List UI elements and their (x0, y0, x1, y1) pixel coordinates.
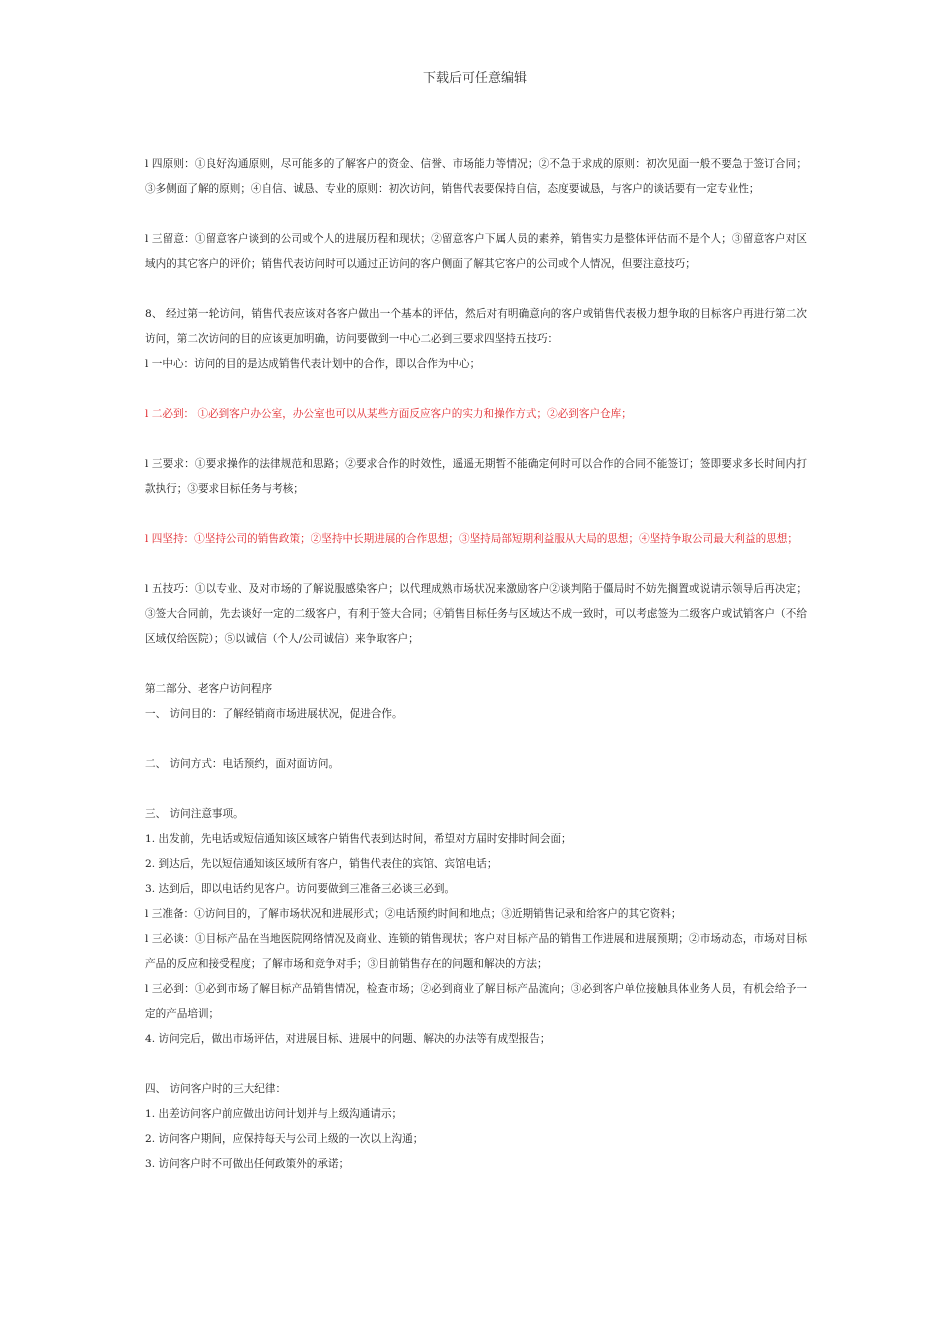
paragraph: l 三准备：①访问目的，了解市场状况和进展形式；②电话预约时间和地点；③近期销售记录和给客户的其它资料； (145, 908, 682, 920)
paragraph-spacer (145, 427, 807, 452)
paragraph-spacer (145, 377, 807, 402)
paragraph: 3. 达到后，即以电话约见客户。访问要做到三准备三必谈三必到。 (145, 883, 456, 895)
page-header: 下载后可任意编辑 (422, 71, 527, 86)
paragraph-spacer (145, 777, 807, 802)
paragraph: 二、 访问方式：电话预约，面对面访问。 (145, 758, 340, 770)
paragraph: l 三必到：①必到市场了解目标产品销售情况，检查市场；②必到商业了解目标产品流向；③必到客户单位接触具体业务人员，有机会给予一定的产品培训； (145, 983, 807, 1020)
paragraph: l 五技巧：①以专业、及对市场的了解说服感染客户；以代理成熟市场状况来激励客户②谈判陷于僵局时不妨先搁置或说请示领导后再决定；③签大合同前，先去谈好一定的二级客户，有利于签大合同；④销售目标任务与区域达不成一致时，可以考虑签为二级客户或试销客户（不给区域仅给医院）；⑤以诚信（个人/公司诚信）来争取客户； (145, 583, 807, 645)
paragraph: l 三必谈：①目标产品在当地医院网络情况及商业、连锁的销售现状；客户对目标产品的销售工作进展和进展预期；②市场动态，市场对目标产品的反应和接受程度；了解市场和竞争对手；③目前销售存在的问题和解决的方法； (145, 933, 807, 970)
paragraph: 3. 访问客户时不可做出任何政策外的承诺； (145, 1158, 350, 1170)
paragraph: 第二部分、老客户访问程序 (145, 683, 273, 695)
paragraph-spacer (145, 652, 807, 677)
paragraph: 2. 到达后，先以短信通知该区域所有客户，销售代表住的宾馆、宾馆电话； (145, 858, 498, 870)
paragraph: 4. 访问完后，做出市场评估，对进展目标、进展中的问题、解决的办法等有成型报告； (145, 1033, 551, 1045)
paragraph: l 二必到： ①必到客户办公室，办公室也可以从某些方面反应客户的实力和操作方式；②必到客户仓库； (145, 408, 632, 420)
paragraph: l 一中心：访问的目的是达成销售代表计划中的合作，即以合作为中心； (145, 358, 481, 370)
paragraph: 1. 出发前，先电话或短信通知该区域客户销售代表到达时间，希望对方届时安排时间会面； (145, 833, 572, 845)
paragraph: l 三要求：①要求操作的法律规范和思路；②要求合作的时效性，遥遥无期暂不能确定何时可以合作的合同不能签订；签即要求多长时间内打款执行；③要求目标任务与考核； (145, 458, 807, 495)
paragraph-spacer (145, 277, 807, 302)
paragraph: 三、 访问注意事项。 (145, 808, 244, 820)
paragraph-spacer (145, 502, 807, 527)
paragraph-spacer (145, 552, 807, 577)
paragraph: 四、 访问客户时的三大纪律： (145, 1083, 287, 1095)
paragraph: l 四坚持：①坚持公司的销售政策；②坚持中长期进展的合作思想；③坚持局部短期利益服从大局的思想；④坚持争取公司最大利益的思想； (145, 533, 798, 545)
paragraph: l 四原则：①良好沟通原则，尽可能多的了解客户的资金、信誉、市场能力等情况；②不急于求成的原则：初次见面一般不要急于签订合同；③多侧面了解的原则；④自信、诚恳、专业的原则：初次访问，销售代表要保持自信，态度要诚恳，与客户的谈话要有一定专业性； (145, 158, 807, 195)
document-body (145, 152, 807, 1177)
paragraph-spacer (145, 727, 807, 752)
paragraph: 8、 经过第一轮访问，销售代表应该对各客户做出一个基本的评估，然后对有明确意向的客户或销售代表极力想争取的目标客户再进行第二次访问，第二次访问的目的应该更加明确，访问要做到一中心二必到三要求四坚持五技巧： (145, 308, 807, 345)
paragraph: 一、 访问目的：了解经销商市场进展状况，促进合作。 (145, 708, 403, 720)
paragraph: l 三留意：①留意客户谈到的公司或个人的进展历程和现状；②留意客户下属人员的素养，销售实力是整体评估而不是个人；③留意客户对区域内的其它客户的评价；销售代表访问时可以通过正访问的客户侧面了解其它客户的公司或个人情况，但要注意技巧； (145, 233, 807, 270)
paragraph-spacer (145, 202, 807, 227)
paragraph-spacer (145, 1052, 807, 1077)
paragraph: 2. 访问客户期间，应保持每天与公司上级的一次以上沟通； (145, 1133, 424, 1145)
paragraph: 1. 出差访问客户前应做出访问计划并与上级沟通请示； (145, 1108, 403, 1120)
